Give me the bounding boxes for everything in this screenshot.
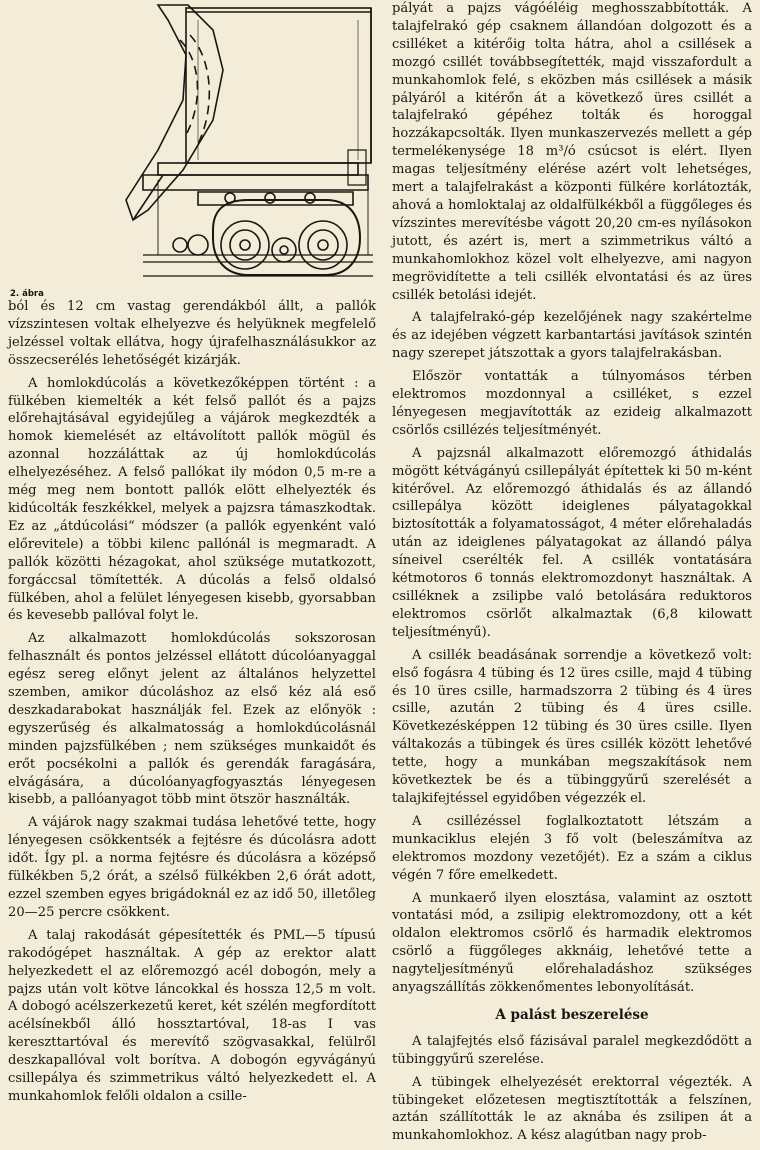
- paragraph: ból és 12 cm vastag gerendákból állt, a pallók vízszintesen voltak elhelyezve és helyüknek megfelelő jelzéssel voltak ellátva, hogy újrafelhasználásukkor az összecserélés lehetőségét kizárják.: [8, 299, 376, 368]
- right-column: [392, 0, 752, 1150]
- paragraph: A homlokdúcolás a következőképpen történt : a fülkében kiemelték a két felső pallót és a pajzs előrehajtásával egyidejűleg a vájárok megkezdték a homok kiemelését az eltávolított pallók mögül és azonnal hozzáláttak az új homlokdúcolás elhelyezéséhez. A felső pallókat ily módon 0,5 m-re a még meg nem bontott pallók elött elhelyezték és kidúcolták feszkékkel, melyek a pajzsra támaszkodtak. Ez az „átdúcolási“ módszer (a pallók egyenként való előrevitele) a többi kilenc pallónál is megmaradt. A pallók közötti hézagokat, ahol szüksége mutatkozott, forgáccsal tömítették. A dúcolás a felső oldalsó fülkében, ahol a felület lényegesen kisebb, gyorsabban és kevesebb pallóval folyt le.: [8, 375, 376, 624]
- paragraph: A talajfelrakó-gép kezelőjének nagy szakértelme és az idejében végzett karbantartási javítások szintén nagy szerepet játszottak a gyors talajfelrakásban.: [392, 310, 752, 362]
- figure-2: [8, 0, 376, 298]
- paragraph: Az alkalmazott homlokdúcolás sokszorosan felhasznált és pontos jelzéssel ellátott dúcolóanyaggal egész sereg előnyt jelent az általános helyzettel szemben, amikor dúcoláshoz az első kéz alá eső deszkadarabokat használják fel. Ezek az előnyök : egyszerűség és alkalmatosság a homlokdúcolásnál minden pajzsfülkében ; nem szükséges munkaidőt és erőt pocsékolni a pallók és gerendák faragására, elvágására, a dúcolóanyagfogyasztás lényegesen kisebb, a pallóanyagot több mint ötször használták.: [8, 631, 376, 808]
- paragraph: A csillézéssel foglalkoztatott létszám a munkaciklus elején 3 fő volt (beleszámítva az elektromos mozdony vezetőjét). Ez a szám a ciklus végén 7 főre emelkedett.: [392, 813, 752, 883]
- figure-caption: 2. ábra: [10, 289, 44, 299]
- paragraph: A talajfejtés első fázisával paralel megkezdődött a tübinggyűrű szerelése.: [392, 1033, 752, 1067]
- loader-machine-drawing: [8, 0, 376, 298]
- paragraph: A vájárok nagy szakmai tudása lehetővé tette, hogy lényegesen csökkentsék a fejtésre és dúcolásra adott időt. Így pl. a norma fejtésre és dúcolásra a középső fülkékben 5,2 órát, a szélső fülkékben 2,6 órát adott, ezzel szemben egyes brigádoknál ez az idő 50, illetőleg 20—25 percre csökkent.: [8, 815, 376, 920]
- paragraph: A munkaerő ilyen elosztása, valamint az osztott vontatási mód, a zsilipig elektromozdony, ott a két oldalon elektromos csörlő és harmadik elektromos csörlő a függőleges akknáig, lehetővé tette a nagyteljesítményű előrehaladáshoz szükséges anyagszállítás zökkenőmentes lebonyolítását.: [392, 890, 752, 996]
- paragraph: A talaj rakodását gépesítették és PML—5 típusú rakodógépet használtak. A gép az erektor alatt helyezkedett el az előremozgó acél dobogón, mely a pajzs után volt kötve láncokkal és hossza 12,5 m volt. A dobogó acélszerkezetű keret, két szélén megfordított acélsínekből álló hossztartóval, 18-as I vas kereszttartóval és merevítő szögvasakkal, felülről deszkapallóval volt borítva. A dobogón egyvágányú csillepálya és szimmetrikus váltó helyezkedett el. A munkahomlok felőli oldalon a csille-: [8, 927, 376, 1104]
- paragraph: A csillék beadásának sorrendje a következő volt: első fogásra 4 tübing és 12 üres csille, majd 4 tübing és 10 üres csille, harmadszorra 2 tübing és 4 üres csille, azután 2 tübing és 4 üres csille. Következésképpen 12 tübing és 30 üres csille. Ilyen váltakozás a tübingek és üres csillék között lehetővé tette, hogy a munkában megszakítások nem következtek be és a tübinggyűrű szerelését a talajkifejtéssel egyidőben végezzék el.: [392, 647, 752, 806]
- paragraph: Először vontatták a túlnyomásos térben elektromos mozdonnyal a csilléket, s ezzel lényegesen megjavították az ezideig alkalmazott csörlős csillézés teljesítményét.: [392, 369, 752, 438]
- section-heading: A palást beszerelése: [495, 1006, 649, 1023]
- paragraph: pályát a pajzs vágóéléig meghosszabbították. A talajfelrakó gép csaknem állandóan dolgozott és a csilléket a kitérőig tolta hátra, ahol a csillések a mozgó csillét továbbsegítették, majd visszafordult a munkahomlok felé, s eközben más csillések a másik pályáról a kitérőn át a következő üres csillét a talajfelrakó gépéhez tolták és horoggal hozzákapcsolták. Ilyen munkaszervezés mellett a gép termelékenysége 18 m³/ó csúcsot is elért. Ilyen magas teljesítmény elérése azért volt lehetséges, mert a talajfelrakást a központi fülkére korlátozták, ahová a homloktalaj az oldalfülkékből a függőleges és vízszintes merevítésbe vágott 20,20 cm-es nyílásokon jutott, és azért is, mert a szimmetrikus váltó a munkahomlokhoz közel volt elhelyezve, ami nagyon megrövidítette a teli csillék elvontatási és az üres csillék betolási idejét.: [392, 1, 752, 303]
- paragraph: A tübingek elhelyezését erektorral végezték. A tübingeket előzetesen megtisztították a felszínen, aztán szállították le az aknába és zsilipen át a munkahomlokhoz. A kész alagútban nagy prob-: [392, 1074, 752, 1144]
- paragraph: A pajzsnál alkalmazott előremozgó áthidalás mögött kétvágányú csillepályát építettek ki 50 m-ként kitérővel. Az előremozgó áthidalás és az állandó csillepálya között ideiglenes pályatagokkal biztosították a folyamatosságot, 4 méter előrehaladás után az ideiglenes pályatagokat az állandó pálya síneivel cserélték fel. A csillék vontatására kétmotoros 6 tonnás elektromozdonyt használtak. A csilléknek a zsilipbe való betolására reduktoros elektromos csörlőt alkalmaztak (6,8 kilowatt teljesítményű).: [392, 445, 752, 640]
- left-column: [8, 0, 376, 1111]
